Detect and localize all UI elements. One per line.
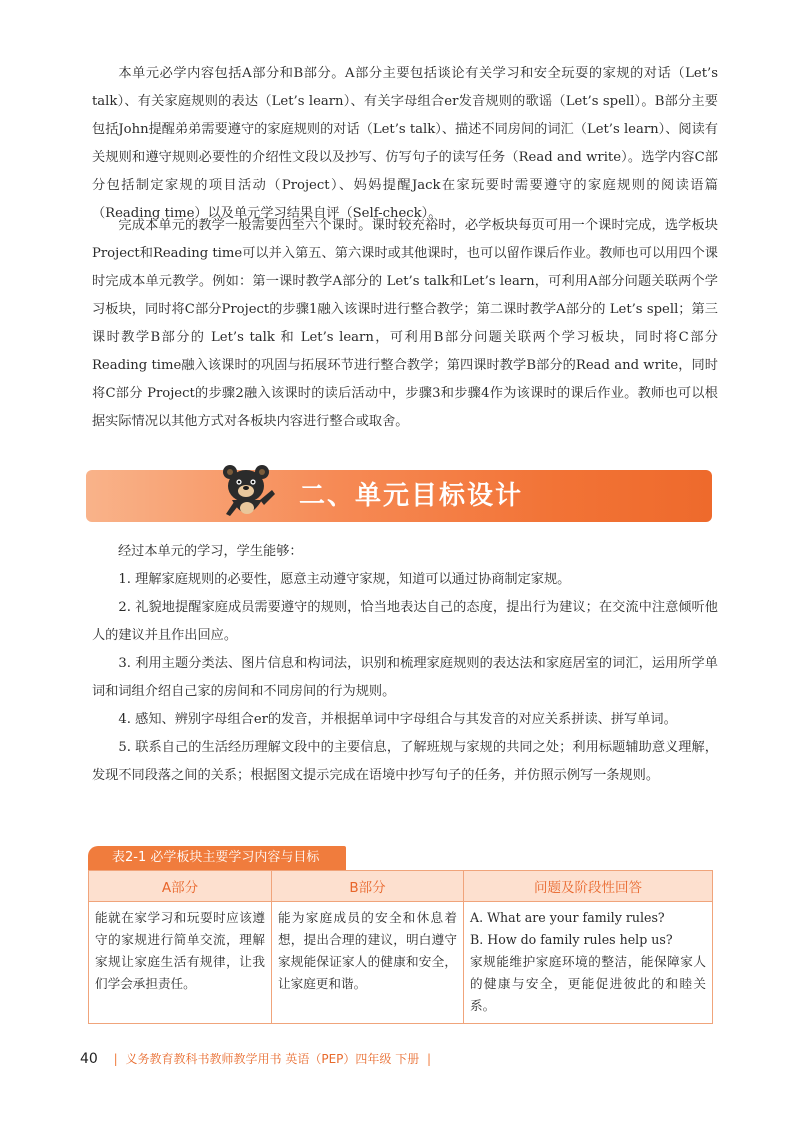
section-title: 二、单元目标设计 [299, 481, 524, 511]
goal-item: 1. 理解家庭规则的必要性，愿意主动遵守家规，知道可以通过协商制定家规。 [118, 572, 571, 587]
question-a: A. What are your family rules? [470, 910, 665, 925]
question-b: B. How do family rules help us? [470, 932, 673, 947]
header-part-a: A部分 [89, 871, 272, 902]
page-footer [80, 1050, 435, 1067]
table-header-row [89, 871, 713, 902]
footer-book-title: 义务教育教科书教师教学用书 英语（PEP）四年级 下册 [125, 1052, 420, 1066]
goal-item: 5. 联系自己的生活经历理解文段中的主要信息，了解班规与家规的共同之处；利用标题辅助意义理解，发现不同段落之间的关系；根据图文提示完成在语境中抄写句子的任务，并仿照示例写一条规则。 [92, 740, 718, 783]
content-table [88, 870, 713, 1024]
goals-lead: 经过本单元的学习，学生能够： [118, 544, 303, 559]
cell-part-a: 能就在家学习和玩耍时应该遵守的家规进行简单交流，理解家规让家庭生活有规律，让我们学会承担责任。 [89, 902, 272, 1024]
goal-item: 3. 利用主题分类法、图片信息和构词法，识别和梳理家庭规则的表达法和家庭居室的词汇，运用所学单词和词组介绍自己家的房间和不同房间的行为规则。 [92, 656, 718, 699]
table-row [89, 902, 713, 1024]
cell-questions [464, 902, 713, 1024]
page-number: 40 [80, 1051, 98, 1067]
section-banner [86, 470, 712, 522]
header-questions: 问题及阶段性回答 [464, 871, 713, 902]
header-part-b: B部分 [272, 871, 464, 902]
content-table-wrapper [88, 870, 712, 1024]
cell-part-b: 能为家庭成员的安全和休息着想，提出合理的建议，明白遵守家规能保证家人的健康和安全，让家庭更和谐。 [272, 902, 464, 1024]
goals-list [92, 566, 718, 790]
goal-item: 2. 礼貌地提醒家庭成员需要遵守的规则，恰当地表达自己的态度，提出行为建议；在交流中注意倾听他人的建议并且作出回应。 [92, 600, 718, 643]
bear-mascot-icon [218, 460, 276, 522]
intro-paragraph-1: 本单元必学内容包括A部分和B部分。A部分主要包括谈论有关学习和安全玩耍的家规的对话（Let’s talk）、有关家庭规则的表达（Let’s learn）、有关字母组合er发音规则的歌谣（Let’s spell）。B部分主要包括John提醒弟弟需要遵守的家庭规则的对话（Let’s talk）、描述不同房间的词汇（Let’s learn）、阅读有关规则和遵守规则必要性的介绍性文段以及抄写、仿写句子的读写任务（Read and write）。选学内容C部分包括制定家规的项目活动（Project）、妈妈提醒Jack在家玩要时需要遵守的家庭规则的阅读语篇（Reading time）以及单元学习结果自评（Self-check）。 [92, 66, 718, 221]
goal-item: 4. 感知、辨别字母组合er的发音，并根据单词中字母组合与其发音的对应关系拼读、拼写单词。 [118, 712, 677, 727]
stage-answer: 家规能维护家庭环境的整洁，能保障家人的健康与安全，更能促进彼此的和睦关系。 [470, 954, 706, 1013]
footer-separator: | [113, 1052, 118, 1066]
table-caption: 表2-1 必学板块主要学习内容与目标 [88, 846, 346, 870]
intro-paragraph-2: 完成本单元的教学一般需要四至六个课时。课时较充裕时，必学板块每页可用一个课时完成，选学板块Project和Reading time可以并入第五、第六课时或其他课时，也可以留作课后作业。教师也可以用四个课时完成本单元教学。例如：第一课时教学A部分的 Let’s talk和Let’s learn，可利用A部分问题关联两个学习板块，同时将C部分Project的步骤1融入该课时进行整合教学；第二课时教学A部分的 Let’s spell；第三课时教学B部分的 Let’s talk 和 Let’s learn，可利用B部分问题关联两个学习板块，同时将C部分Reading time融入该课时的巩固与拓展环节进行整合教学；第四课时教学B部分的Read and write，同时将C部分 Project的步骤2融入该课时的读后活动中，步骤3和步骤4作为该课时的课后作业。教师也可以根据实际情况以其他方式对各板块内容进行整合或取舍。 [92, 218, 718, 429]
footer-separator-end: | [427, 1052, 432, 1066]
